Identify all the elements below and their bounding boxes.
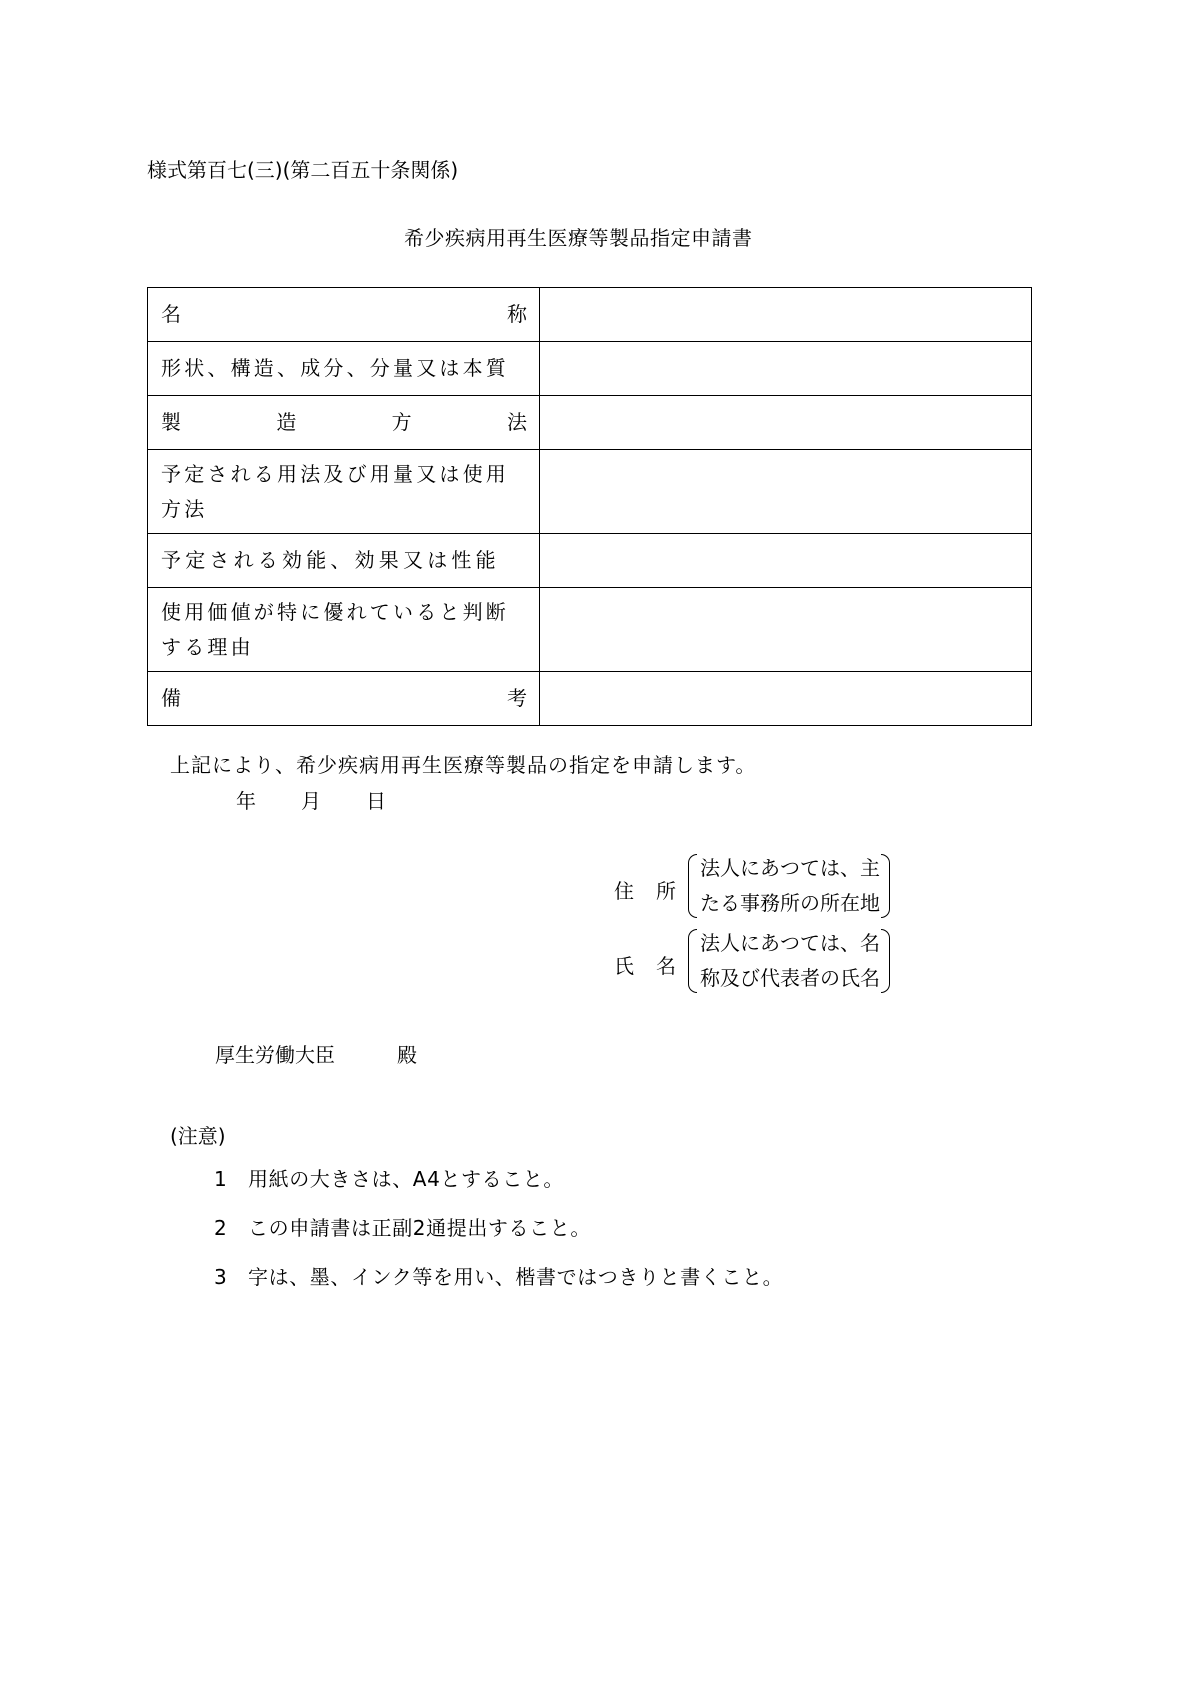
- label-efficacy: 予定される効能、効果又は性能: [148, 534, 540, 588]
- table-row-composition: [148, 342, 1032, 396]
- field-efficacy[interactable]: [540, 534, 1032, 588]
- label-dosage: 予定される用法及び用量又は使用 方法: [148, 450, 540, 534]
- table-row-efficacy: [148, 534, 1032, 588]
- label-manufacturing-method: 製 造 方 法: [148, 396, 540, 450]
- document-title: 希少疾病用再生医療等製品指定申請書: [404, 226, 753, 250]
- table-row-remarks: [148, 672, 1032, 726]
- name-note: 法人にあつては、名 称及び代表者の氏名: [688, 926, 890, 996]
- field-manufacturing-method[interactable]: [540, 396, 1032, 450]
- date-line: [236, 785, 386, 814]
- form-number: 様式第百七(三)(第二百五十条関係): [147, 158, 459, 182]
- table-row-dosage: [148, 450, 1032, 534]
- table-row-reason: [148, 588, 1032, 672]
- label-remarks: 備 考: [148, 672, 540, 726]
- note-item: 3 字は、墨、インク等を用い、楷書ではつきりと書くこと。: [214, 1265, 784, 1289]
- table-row-manufacturing-method: [148, 396, 1032, 450]
- label-composition: 形状、構造、成分、分量又は本質: [148, 342, 540, 396]
- month-label: 月: [301, 789, 321, 813]
- label-name: 名 称: [148, 288, 540, 342]
- field-composition[interactable]: [540, 342, 1032, 396]
- table-row-name: [148, 288, 1032, 342]
- addressee: [215, 1039, 417, 1068]
- note-item: 2 この申請書は正副2通提出すること。: [214, 1216, 591, 1240]
- field-name[interactable]: [540, 288, 1032, 342]
- notes-heading: (注意): [170, 1124, 226, 1148]
- addressee-honorific: 殿: [397, 1043, 417, 1067]
- field-reason[interactable]: [540, 588, 1032, 672]
- address-note: 法人にあつては、主 たる事務所の所在地: [688, 851, 890, 921]
- day-label: 日: [366, 789, 386, 813]
- year-label: 年: [236, 789, 256, 813]
- label-reason: 使用価値が特に優れていると判断 する理由: [148, 588, 540, 672]
- note-item: 1 用紙の大きさは、A4とすること。: [214, 1167, 565, 1191]
- field-dosage[interactable]: [540, 450, 1032, 534]
- application-form-table: [147, 287, 1032, 726]
- addressee-recipient: 厚生労働大臣: [215, 1043, 335, 1067]
- name-label: 氏 名: [614, 954, 676, 978]
- field-remarks[interactable]: [540, 672, 1032, 726]
- declaration-text: 上記により、希少疾病用再生医療等製品の指定を申請します。: [170, 753, 757, 777]
- address-label: 住 所: [614, 879, 676, 903]
